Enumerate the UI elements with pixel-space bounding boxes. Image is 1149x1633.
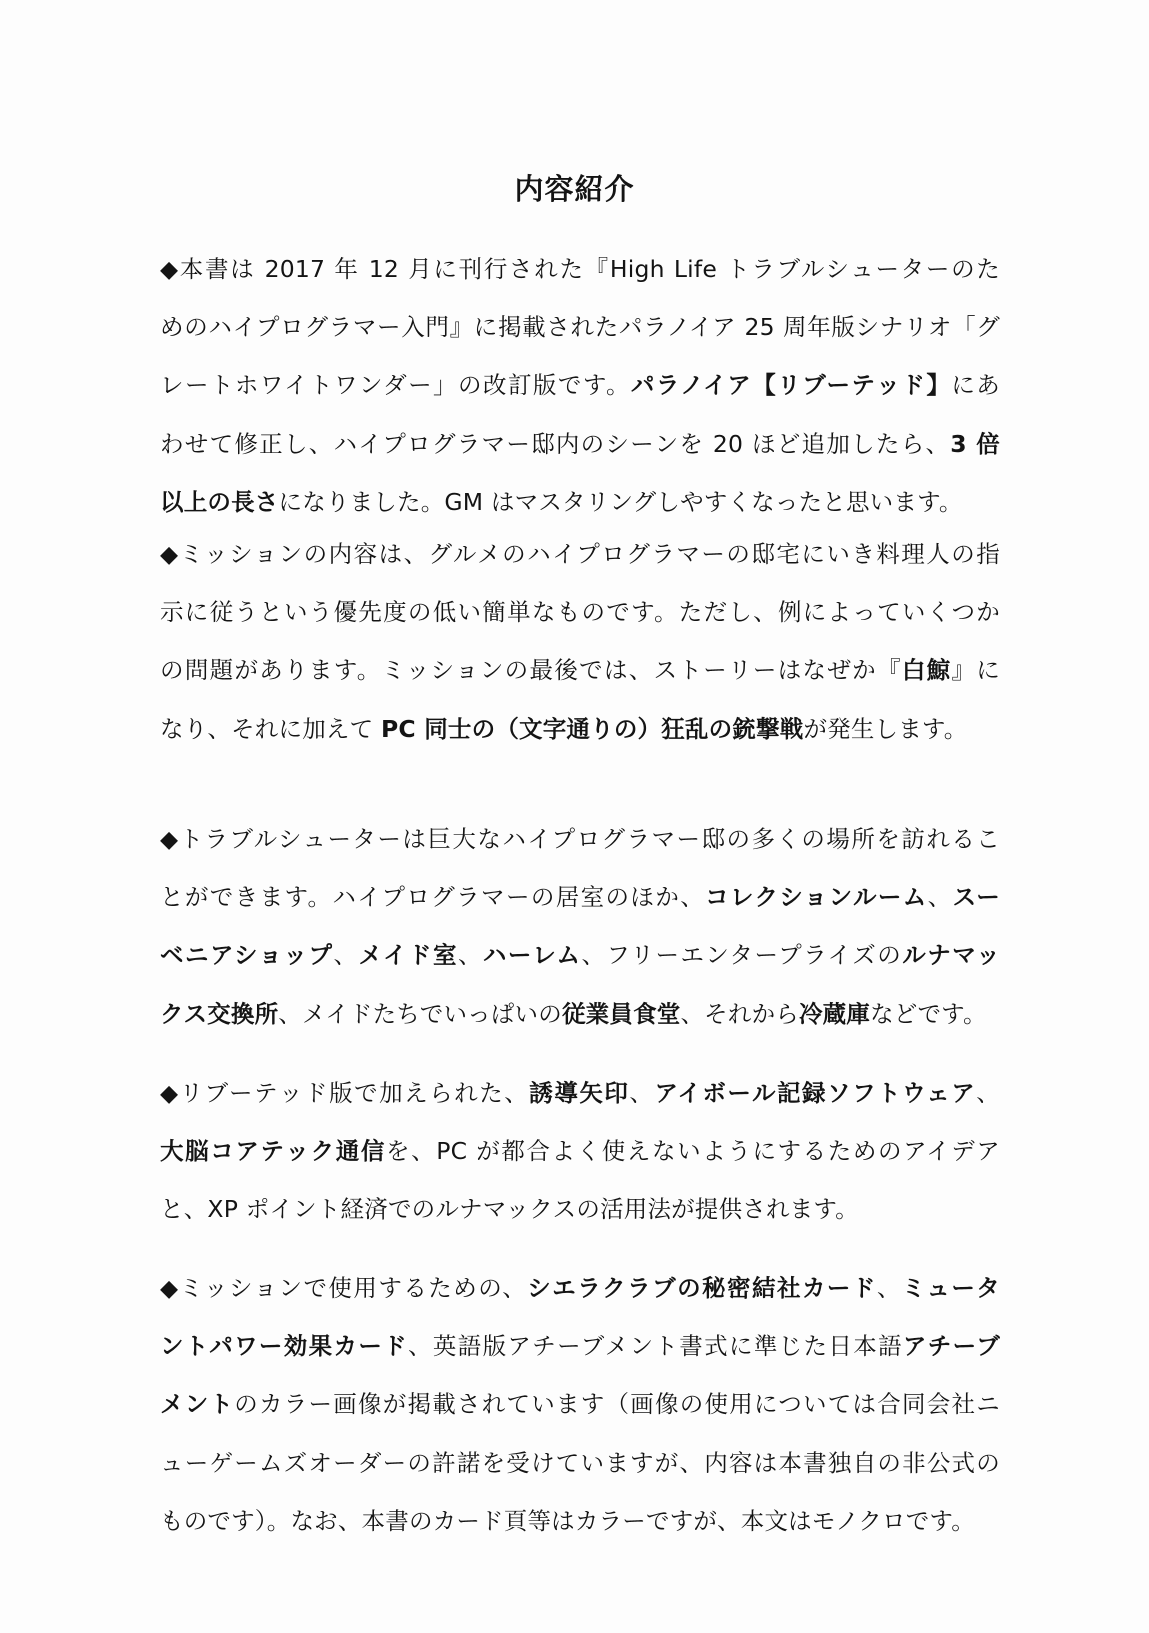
text-line: ベニアショップ、メイド室、ハーレム、フリーエンタープライズのルナマッ bbox=[160, 941, 1000, 970]
text-line: ものです）。なお、本書のカード頁等はカラーですが、本文はモノクロです。 bbox=[160, 1506, 975, 1535]
text-line: 示に従うという優先度の低い簡単なものです。ただし、例によっていくつか bbox=[160, 598, 1000, 627]
text-line: レートホワイトワンダー」の改訂版です。パラノイア【リブーテッド】にあ bbox=[160, 371, 1000, 400]
text-line: の問題があります。ミッションの最後では、ストーリーはなぜか『白鯨』に bbox=[160, 656, 1001, 685]
bold-term: コレクションルーム bbox=[705, 883, 928, 912]
bold-term: ベニアショップ bbox=[160, 941, 334, 970]
page-title: 内容紹介 bbox=[514, 172, 635, 206]
text-line: ◆本書は 2017 年 12 月に刊行された『High Life トラブルシューターのた bbox=[160, 255, 1000, 283]
bold-term: メント bbox=[160, 1390, 235, 1419]
bold-term: 白鯨 bbox=[901, 656, 952, 685]
bold-term: PC 同士の（文字通りの）狂乱の銃撃戦 bbox=[380, 714, 804, 743]
bold-term: ハーレム bbox=[482, 941, 582, 970]
text-line: なり、それに加えて PC 同士の（文字通りの）狂乱の銃撃戦が発生します。 bbox=[160, 714, 968, 743]
bold-term: アイボール記録ソフトウェア bbox=[654, 1079, 977, 1107]
text-line: と、XP ポイント経済でのルナマックスの活用法が提供されます。 bbox=[160, 1195, 859, 1224]
text-line: 以上の長さになりました。GM はマスタリングしやすくなったと思います。 bbox=[160, 487, 963, 516]
paragraph-4 bbox=[160, 1064, 1000, 1239]
bold-term: ントパワー効果カード bbox=[160, 1332, 409, 1361]
text-line: ◆リブーテッド版で加えられた、誘導矢印、アイボール記録ソフトウェア、 bbox=[160, 1079, 1000, 1107]
bold-term: クス交換所 bbox=[160, 999, 279, 1028]
paragraph-2 bbox=[160, 525, 1000, 758]
bold-term: メイド室 bbox=[358, 941, 458, 970]
bold-term: 誘導矢印 bbox=[529, 1079, 630, 1107]
bold-term: 従業員食堂 bbox=[561, 999, 681, 1028]
bold-term: ルナマッ bbox=[902, 941, 1000, 970]
bold-term: パラノイア【リブーテッド】 bbox=[630, 371, 952, 400]
bold-term: 以上の長さ bbox=[160, 487, 279, 516]
text-line: ューゲームズオーダーの許諾を受けていますが、内容は本書独自の非公式の bbox=[160, 1448, 1000, 1477]
text-line: めのハイプログラマー入門』に掲載されたパラノイア 25 周年版シナリオ「グ bbox=[160, 313, 1000, 342]
bold-term: 大脳コアテック通信 bbox=[160, 1137, 386, 1166]
text-line: 大脳コアテック通信を、PC が都合よく使えないようにするためのアイデア bbox=[160, 1137, 1000, 1166]
text-line: ントパワー効果カード、英語版アチーブメント書式に準じた日本語アチーブ bbox=[160, 1332, 1000, 1361]
text-line: ◆ミッションの内容は、グルメのハイプログラマーの邸宅にいき料理人の指 bbox=[160, 540, 1000, 568]
bold-term: 冷蔵庫 bbox=[798, 999, 871, 1028]
paragraph-5 bbox=[160, 1259, 1000, 1550]
text-line: ◆ミッションで使用するための、シエラクラブの秘密結社カード、ミュータ bbox=[160, 1274, 1000, 1302]
text-line: ◆トラブルシューターは巨大なハイプログラマー邸の多くの場所を訪れるこ bbox=[160, 825, 1000, 853]
bold-term: シエラクラブの秘密結社カード bbox=[527, 1274, 877, 1302]
bold-term: 3 倍 bbox=[950, 429, 1001, 458]
paragraph-3 bbox=[160, 810, 1000, 1043]
text-line: クス交換所、メイドたちでいっぱいの従業員食堂、それから冷蔵庫などです。 bbox=[160, 999, 987, 1028]
text-line: とができます。ハイプログラマーの居室のほか、コレクションルーム、スー bbox=[160, 883, 1000, 912]
bold-term: アチーブ bbox=[902, 1332, 1000, 1361]
bold-term: スー bbox=[952, 883, 1000, 912]
text-line: わせて修正し、ハイプログラマー邸内のシーンを 20 ほど追加したら、3 倍 bbox=[160, 429, 1001, 458]
text-line: メントのカラー画像が掲載されています（画像の使用については合同会社ニ bbox=[160, 1390, 1001, 1419]
bold-term: ミュータ bbox=[901, 1274, 1000, 1302]
paragraph-1 bbox=[160, 240, 1000, 531]
